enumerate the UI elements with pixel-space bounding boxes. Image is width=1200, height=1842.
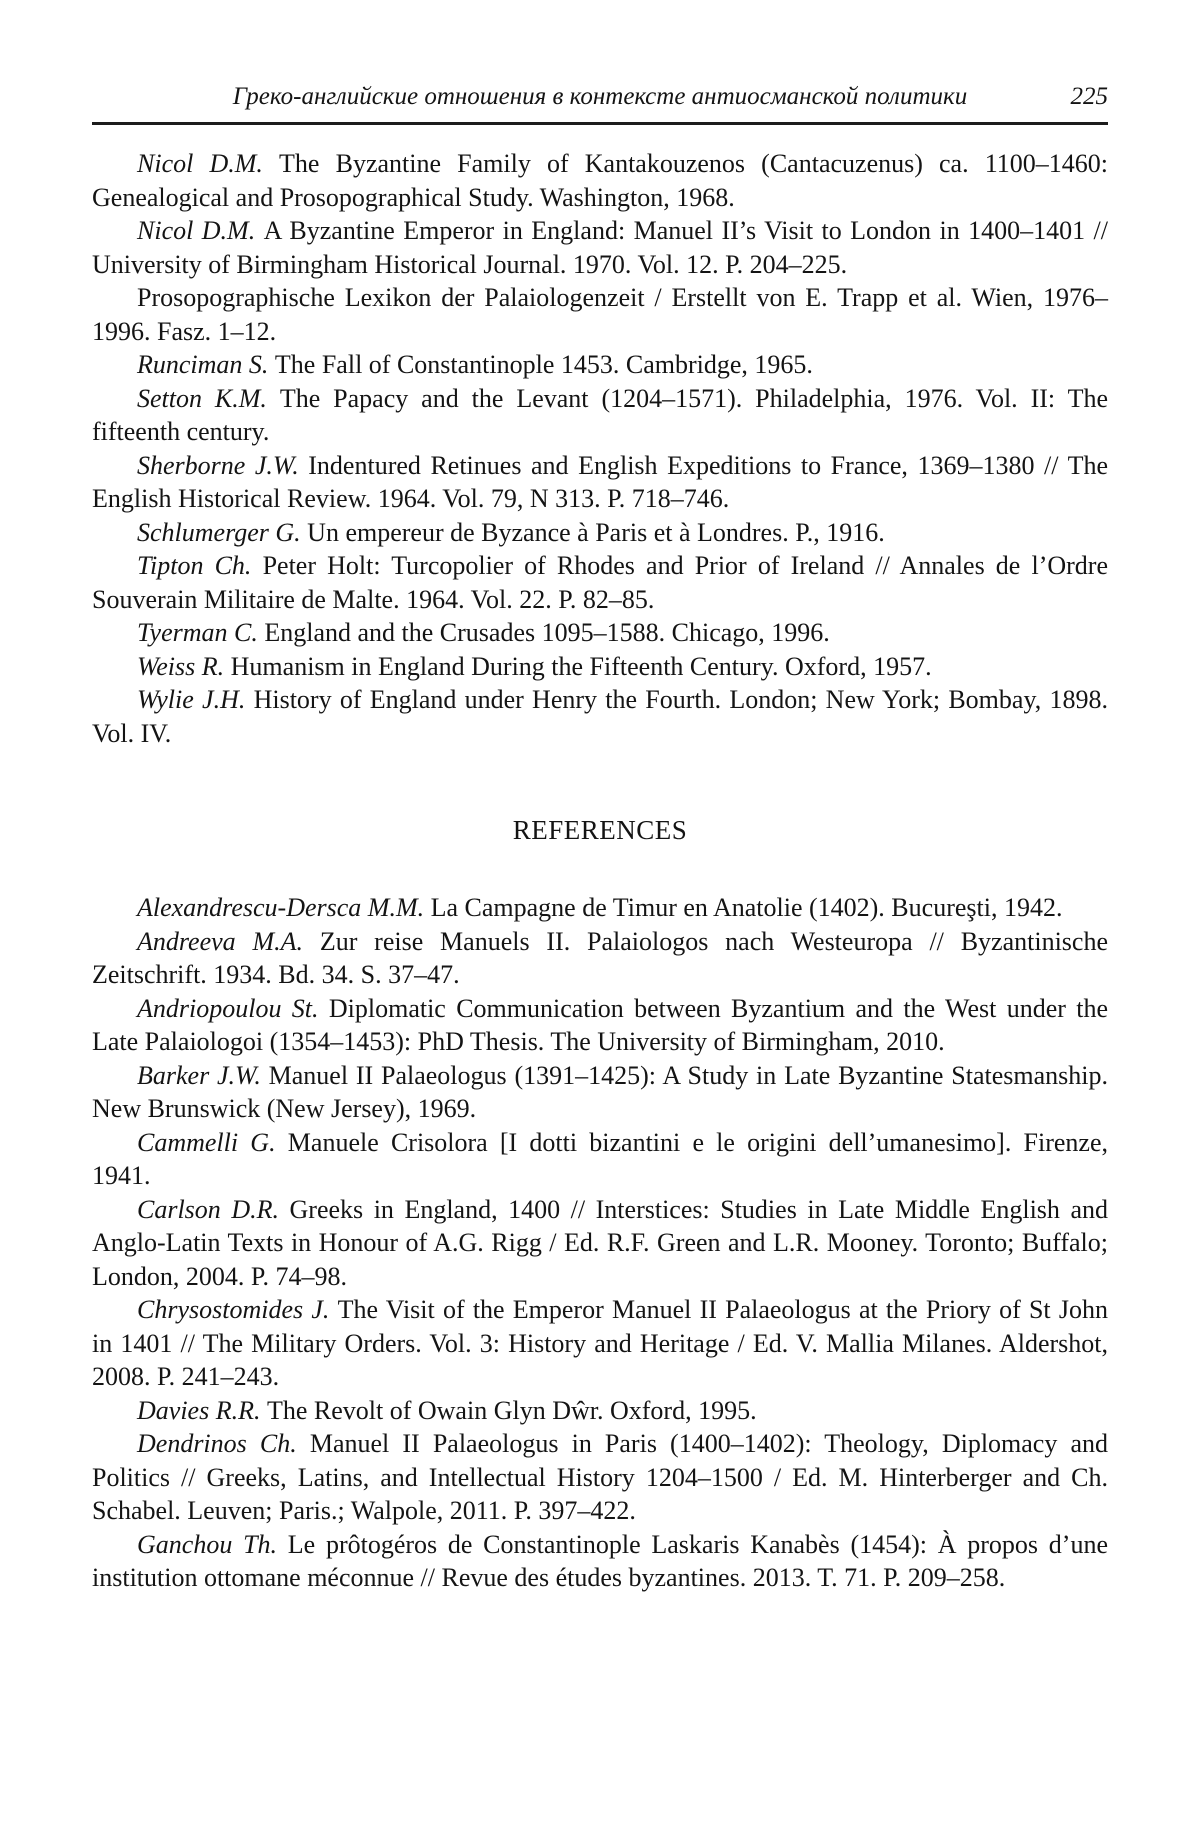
entry-author: Andreeva M.A. <box>137 926 320 956</box>
bibliography-entry <box>92 925 1108 992</box>
entry-text: Manuele Crisolora [I dotti bizantini e le origini dell’umanesimo]. Firenze, 1941. <box>92 1127 1108 1190</box>
entry-author: Weiss R. <box>137 651 231 681</box>
entry-author: Barker J.W. <box>137 1060 269 1090</box>
entry-text: Prosopographische Lexikon der Palaiologenzeit / Erstellt von E. Trapp et al. Wien, 1976–1996. Fasz. 1–12. <box>92 283 1108 346</box>
entry-text: Greeks in England, 1400 // Interstices: Studies in Late Middle English and Anglo-Latin Texts in Honour of A.G. Rigg / Ed. R.F. Green and L.R. Mooney. Toronto; Buffalo; London, 2004. P. 74–98. <box>92 1194 1108 1291</box>
page-number: 225 <box>1070 83 1108 110</box>
entry-author: Tipton Ch. <box>137 551 263 580</box>
bibliography-entry <box>92 1059 1108 1126</box>
entry-text: A Byzantine Emperor in England: Manuel II’s Visit to London in 1400–1401 // University of Birmingham Historical Journal. 1970. Vol. 12. P. 204–225. <box>92 216 1109 279</box>
entry-text: History of England under Henry the Fourth. London; New York; Bombay, 1898. Vol. IV. <box>92 685 1108 748</box>
entry-author: Runciman S. <box>137 350 275 379</box>
bibliography-entry <box>92 1193 1108 1294</box>
bibliography-entry <box>92 891 1108 925</box>
bibliography-continued-section <box>92 147 1108 750</box>
entry-text: Zur reise Manuels II. Palaiologos nach Westeuropa // Byzantinische Zeitschrift. 1934. Bd. 34. S. 37–47. <box>92 926 1108 989</box>
entry-author: Chrysostomides J. <box>137 1295 338 1324</box>
entry-author: Setton K.M. <box>137 383 280 413</box>
entry-text: Humanism in England During the Fifteenth Century. Oxford, 1957. <box>230 651 932 681</box>
entry-text: Diplomatic Communication between Byzantium and the West under the Late Palaiologoi (1354–1453): PhD Thesis. The University of Birmingham, 2010. <box>92 993 1109 1056</box>
bibliography-entry <box>92 449 1108 516</box>
bibliography-entry <box>92 650 1108 684</box>
bibliography-entry <box>92 616 1108 650</box>
entry-author: Carlson D.R. <box>137 1194 290 1224</box>
entry-text: England and the Crusades 1095–1588. Chicago, 1996. <box>264 618 830 647</box>
entry-author: Nicol D.M. <box>137 149 280 178</box>
entry-text: La Campagne de Timur en Anatolie (1402). Bucureşti, 1942. <box>430 893 1063 922</box>
entry-author: Tyerman C. <box>137 618 265 647</box>
bibliography-entry <box>92 214 1108 281</box>
entry-text: The Papacy and the Levant (1204–1571). Philadelphia, 1976. Vol. II: The fifteenth century. <box>92 383 1109 446</box>
entry-author: Nicol D.M. <box>137 216 264 245</box>
entry-author: Sherborne J.W. <box>137 450 309 480</box>
entry-author: Dendrinos Ch. <box>137 1429 310 1458</box>
entry-author: Schlumerger G. <box>137 517 308 547</box>
entry-text: The Visit of the Emperor Manuel II Palaeologus at the Priory of St John in 1401 // The Military Orders. Vol. 3: History and Heritage / Ed. V. Mallia Milanes. Aldershot, 2008. P. 241–243. <box>92 1295 1108 1391</box>
entry-author: Davies R.R. <box>137 1395 267 1425</box>
entry-author: Andriopoulou St. <box>137 993 329 1023</box>
entry-text: The Fall of Constantinople 1453. Cambridge, 1965. <box>274 350 813 379</box>
bibliography-continued-entries <box>92 147 1108 750</box>
running-header <box>92 82 1108 112</box>
entry-text: Peter Holt: Turcopolier of Rhodes and Prior of Ireland // Annales de l’Ordre Souverain Militaire de Malte. 1964. Vol. 22. P. 82–85. <box>92 551 1108 614</box>
header-rule <box>92 122 1108 125</box>
entry-author: Wylie J.H. <box>137 685 254 714</box>
entry-text: Un empereur de Byzance à Paris et à Londres. P., 1916. <box>307 517 885 547</box>
bibliography-entry <box>92 281 1108 348</box>
bibliography-entry <box>92 1427 1108 1528</box>
references-section <box>92 891 1108 1595</box>
entry-text: Manuel II Palaeologus in Paris (1400–1402): Theology, Diplomacy and Politics // Greeks, Latins, and Intellectual History 1204–1500 / Ed. M. Hinterberger and Ch. Schabel. Leuven; Paris.; Walpole, 2011. P. 397–422. <box>92 1429 1108 1525</box>
page-body <box>92 147 1108 1595</box>
running-header-title: Греко-английские отношения в контексте антиосманской политики <box>232 83 968 110</box>
bibliography-entry <box>92 1394 1108 1428</box>
bibliography-entry <box>92 1528 1108 1595</box>
entry-author: Ganchou Th. <box>137 1529 288 1559</box>
entry-text: Indentured Retinues and English Expeditions to France, 1369–1380 // The English Historical Review. 1964. Vol. 79, N 313. P. 718–746. <box>92 450 1108 513</box>
entry-text: Le prôtogéros de Constantinople Laskaris Kanabès (1454): À propos d’une institution ottomane méconnue // Revue des études byzantines. 2013. T. 71. P. 209–258. <box>92 1529 1108 1592</box>
bibliography-entry <box>92 147 1108 214</box>
bibliography-entry <box>92 348 1108 382</box>
bibliography-entry <box>92 992 1108 1059</box>
bibliography-entry <box>92 1126 1108 1193</box>
entry-text: The Revolt of Owain Glyn Dŵr. Oxford, 1995. <box>266 1395 757 1425</box>
bibliography-entry <box>92 683 1108 750</box>
entry-author: Alexandrescu-Dersca M.M. <box>137 893 431 922</box>
references-heading: REFERENCES <box>512 815 688 845</box>
bibliography-entry <box>92 549 1108 616</box>
references-entries <box>92 891 1108 1595</box>
bibliography-entry <box>92 1293 1108 1394</box>
entry-author: Cammelli G. <box>137 1127 288 1157</box>
bibliography-entry <box>92 382 1108 449</box>
bibliography-entry <box>92 516 1108 550</box>
entry-text: Manuel II Palaeologus (1391–1425): A Study in Late Byzantine Statesmanship. New Brunswick (New Jersey), 1969. <box>92 1060 1108 1123</box>
entry-text: The Byzantine Family of Kantakouzenos (Cantacuzenus) ca. 1100–1460: Genealogical and Prosopographical Study. Washington, 1968. <box>92 149 1108 212</box>
